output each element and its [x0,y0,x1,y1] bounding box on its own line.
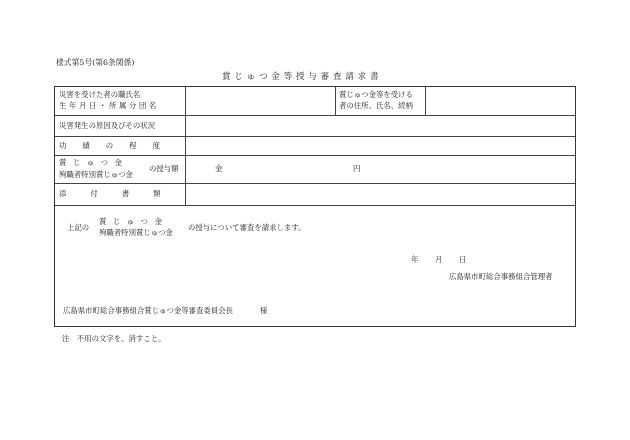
row-divider [55,115,575,116]
recipient-label-line1: 賞じゅつ金等を受ける [339,90,413,99]
form-number: 様式第5号(第6条関係) [56,58,135,67]
amount-prefix: 金 [215,164,223,173]
row-divider [55,155,575,156]
recipient-value-field[interactable] [427,89,573,113]
attachments-label: 添付書類 [59,189,185,198]
body-award-line2: 殉職者特別賞じゅつ金 [99,228,173,237]
page-title: 賞 じ ゅ つ 金 等 授 与 審 査 請 求 書 [222,72,379,82]
column-divider [185,87,186,205]
merit-value-field[interactable] [187,138,573,153]
footnote: 注 不用の文字を、消すこと。 [62,334,166,343]
column-divider [425,87,426,115]
cause-value-field[interactable] [187,117,573,134]
cause-label: 災害発生の原因及びその状況 [59,121,156,130]
body-lead: 上記の [67,223,90,232]
victim-label-line1: 災害を受けた者の職氏名 [59,90,141,99]
honorific: 様 [260,306,268,315]
form-table [54,86,576,327]
amount-value-field[interactable] [227,159,347,179]
row-divider [55,136,575,137]
victim-label-line2: 生年月日・所属分団名 [59,101,159,110]
addressee: 広島県市町総合事務組合賞じゅつ金等審査委員会長 [63,306,233,315]
body-award-line1: 賞じゅつ金 [99,217,169,226]
date-day: 日 [459,255,467,264]
victim-label [59,91,181,99]
attachments-value-field[interactable] [187,186,573,203]
date-month: 月 [435,255,443,264]
award-label-line1: 賞じゅつ金 [59,158,129,167]
row-divider [55,205,575,206]
column-divider [335,87,336,115]
merit-label: 功績の程度 [59,141,176,150]
award-label-suffix: の授与額 [149,164,179,173]
request-text: の授与について審査を請求します。 [188,223,306,232]
amount-suffix: 円 [353,164,361,173]
victim-value-field[interactable] [187,89,333,113]
award-label-line2: 殉職者特別賞じゅつ金 [59,170,133,179]
recipient-label-line2: 者の住所、氏名、続柄 [339,101,413,110]
row-divider [55,183,575,184]
requester: 広島県市町総合事務組合管理者 [449,272,553,281]
date-year: 年 [411,255,419,264]
